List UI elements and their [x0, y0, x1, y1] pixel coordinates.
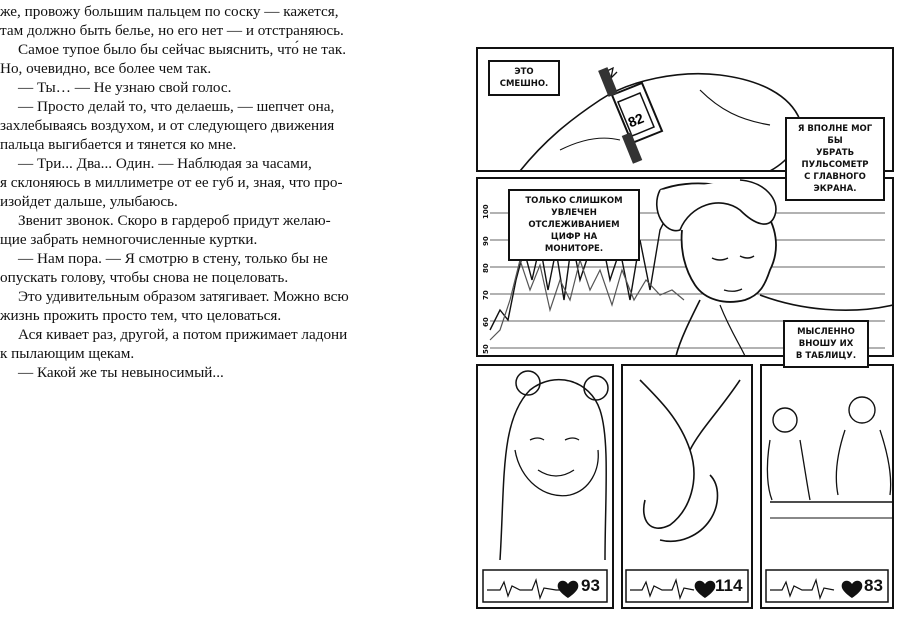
- text-line: жизнь прожить просто тем, что целоваться.: [0, 307, 282, 324]
- text-line: захлебываясь воздухом, и от следующего движения: [0, 117, 335, 134]
- text-line: к пылающим щекам.: [0, 345, 135, 362]
- text-line: щие забрать немногочисленные куртки.: [0, 231, 258, 248]
- axis-tick: 100: [482, 204, 490, 219]
- text-line: Это удивительным образом затягивает. Можно всю: [18, 288, 349, 305]
- axis-tick: 60: [482, 317, 490, 327]
- text-line: я склоняюсь в миллиметре от ее губ и, зная, что про-: [0, 174, 343, 191]
- bpm-value: 83: [864, 576, 883, 595]
- axis-tick: 80: [482, 263, 490, 273]
- bpm-value: 93: [581, 576, 600, 595]
- panel-girl: [477, 365, 613, 608]
- text-line: — Просто делай то, что делаешь, — шепчет она,: [18, 98, 335, 115]
- text-line: Но, очевидно, все более чем так.: [0, 60, 212, 77]
- text-line: там должно быть белье, но его нет — и отстраняюсь.: [0, 22, 344, 39]
- text-line: изойдет дальше, улыбаюсь.: [0, 193, 178, 210]
- text-line: же, провожу большим пальцем по соску — кажется,: [0, 3, 339, 20]
- watch-reading: 82: [625, 109, 647, 131]
- caption-funny: ЭТО СМЕШНО.: [488, 60, 560, 96]
- caption-table: МЫСЛЕННО ВНОШУ ИХ В ТАБЛИЦУ.: [783, 320, 869, 368]
- axis-tick: 70: [482, 290, 490, 300]
- bpm-value: 114: [715, 576, 743, 595]
- text-line: — Три... Два... Один. — Наблюдая за часами,: [18, 155, 312, 172]
- text-line: — Нам пора. — Я смотрю в стену, только бы не: [18, 250, 328, 267]
- caption-heart-monitor: Я ВПОЛНЕ МОГ БЫ УБРАТЬ ПУЛЬСОМЕТР С ГЛАВНОГО ЭКРАНА.: [785, 117, 885, 201]
- caption-tracking: ТОЛЬКО СЛИШКОМ УВЛЕЧЕН ОТСЛЕЖИВАНИЕМ ЦИФР НА МОНИТОРЕ.: [508, 189, 640, 261]
- text-line: опускать голову, чтобы снова не поцеловать.: [0, 269, 289, 286]
- text-line: Ася кивает раз, другой, а потом прижимает ладони: [18, 326, 348, 343]
- panel-hands: [622, 365, 752, 608]
- axis-tick: 50: [482, 344, 490, 354]
- text-line: — Какой же ты невыносимый...: [18, 364, 224, 381]
- text-line: — Ты… — Не узнаю свой голос.: [18, 79, 232, 96]
- text-line: пальца выгибается и тянется ко мне.: [0, 136, 237, 153]
- text-line: Звенит звонок. Скоро в гардероб придут желаю-: [18, 212, 331, 229]
- panel-couple: [761, 365, 893, 608]
- text-line: Самое тупое было бы сейчас выяснить, что́ не так.: [18, 41, 346, 58]
- axis-tick: 90: [482, 236, 490, 246]
